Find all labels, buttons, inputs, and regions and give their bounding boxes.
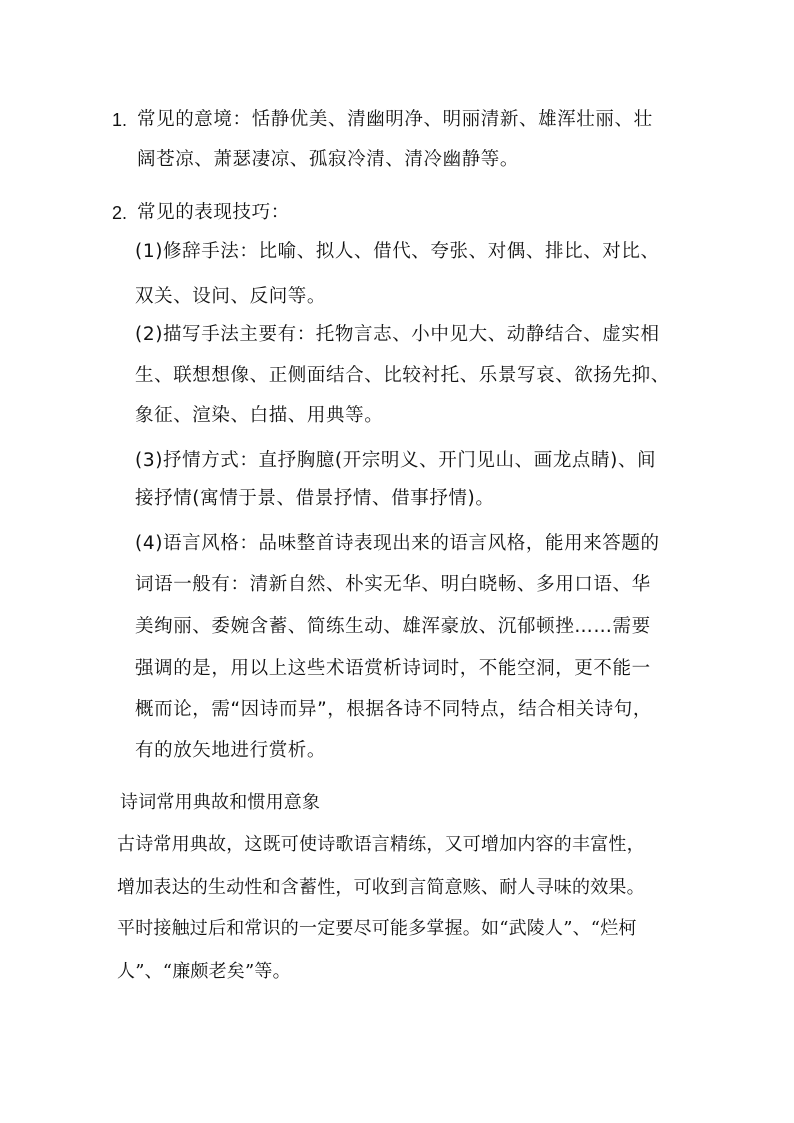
subitem-4-line-5: 概而论，需“因诗而异”，根据各诗不同特点，结合相关诗句， (135, 699, 652, 720)
subitem-4-line-1: (4)语言风格：品味整首诗表现出来的语言风格，能用来答题的 (135, 533, 660, 554)
subitem-4-line-4: 强调的是，用以上这些术语赏析诗词时，不能空洞，更不能一 (135, 658, 651, 679)
subitem-3-line-2: 接抒情(寓情于景、借景抒情、借事抒情)。 (135, 488, 495, 509)
section-line-4: 人”、“廉颇老矣”等。 (117, 961, 291, 982)
subitem-2-line-1: (2)描写手法主要有：托物言志、小中见大、动静结合、虚实相 (135, 324, 660, 345)
subitem-3-line-1: (3)抒情方式：直抒胸臆(开宗明义、开门见山、画龙点睛)、间 (135, 450, 657, 471)
subitem-1-line-2: 双关、设问、反问等。 (135, 286, 327, 307)
item-1-line-2: 阔苍凉、萧瑟凄凉、孤寂冷清、清冷幽静等。 (137, 149, 520, 170)
section-line-1: 古诗常用典故，这既可使诗歌语言精练，又可增加内容的丰富性， (117, 834, 645, 855)
subitem-4-line-3: 美绚丽、委婉含蓄、简练生动、雄浑豪放、沉郁顿挫……需要 (135, 616, 651, 637)
section-title: 诗词常用典故和惯用意象 (120, 792, 321, 813)
item-1-line-1: 常见的意境：恬静优美、清幽明净、明丽清新、雄浑壮丽、壮 (137, 109, 653, 130)
subitem-2-line-3: 象征、渲染、白描、用典等。 (135, 405, 384, 426)
section-line-3: 平时接触过后和常识的一定要尽可能多掌握。如“武陵人”、“烂柯 (117, 918, 637, 939)
item-2-heading: 常见的表现技巧： (137, 202, 290, 223)
subitem-2-line-2: 生、联想想像、正侧面结合、比较衬托、乐景写哀、欲扬先抑、 (135, 365, 670, 386)
subitem-4-line-6: 有的放矢地进行赏析。 (135, 740, 327, 761)
section-line-2: 增加表达的生动性和含蓄性，可收到言简意赅、耐人寻味的效果。 (117, 877, 645, 898)
subitem-1-line-1: (1)修辞手法：比喻、拟人、借代、夸张、对偶、排比、对比、 (135, 241, 660, 262)
item-2-number: 2. (112, 203, 128, 223)
subitem-4-line-2: 词语一般有：清新自然、朴实无华、明白晓畅、多用口语、华 (135, 574, 651, 595)
item-1-number: 1. (112, 110, 128, 130)
